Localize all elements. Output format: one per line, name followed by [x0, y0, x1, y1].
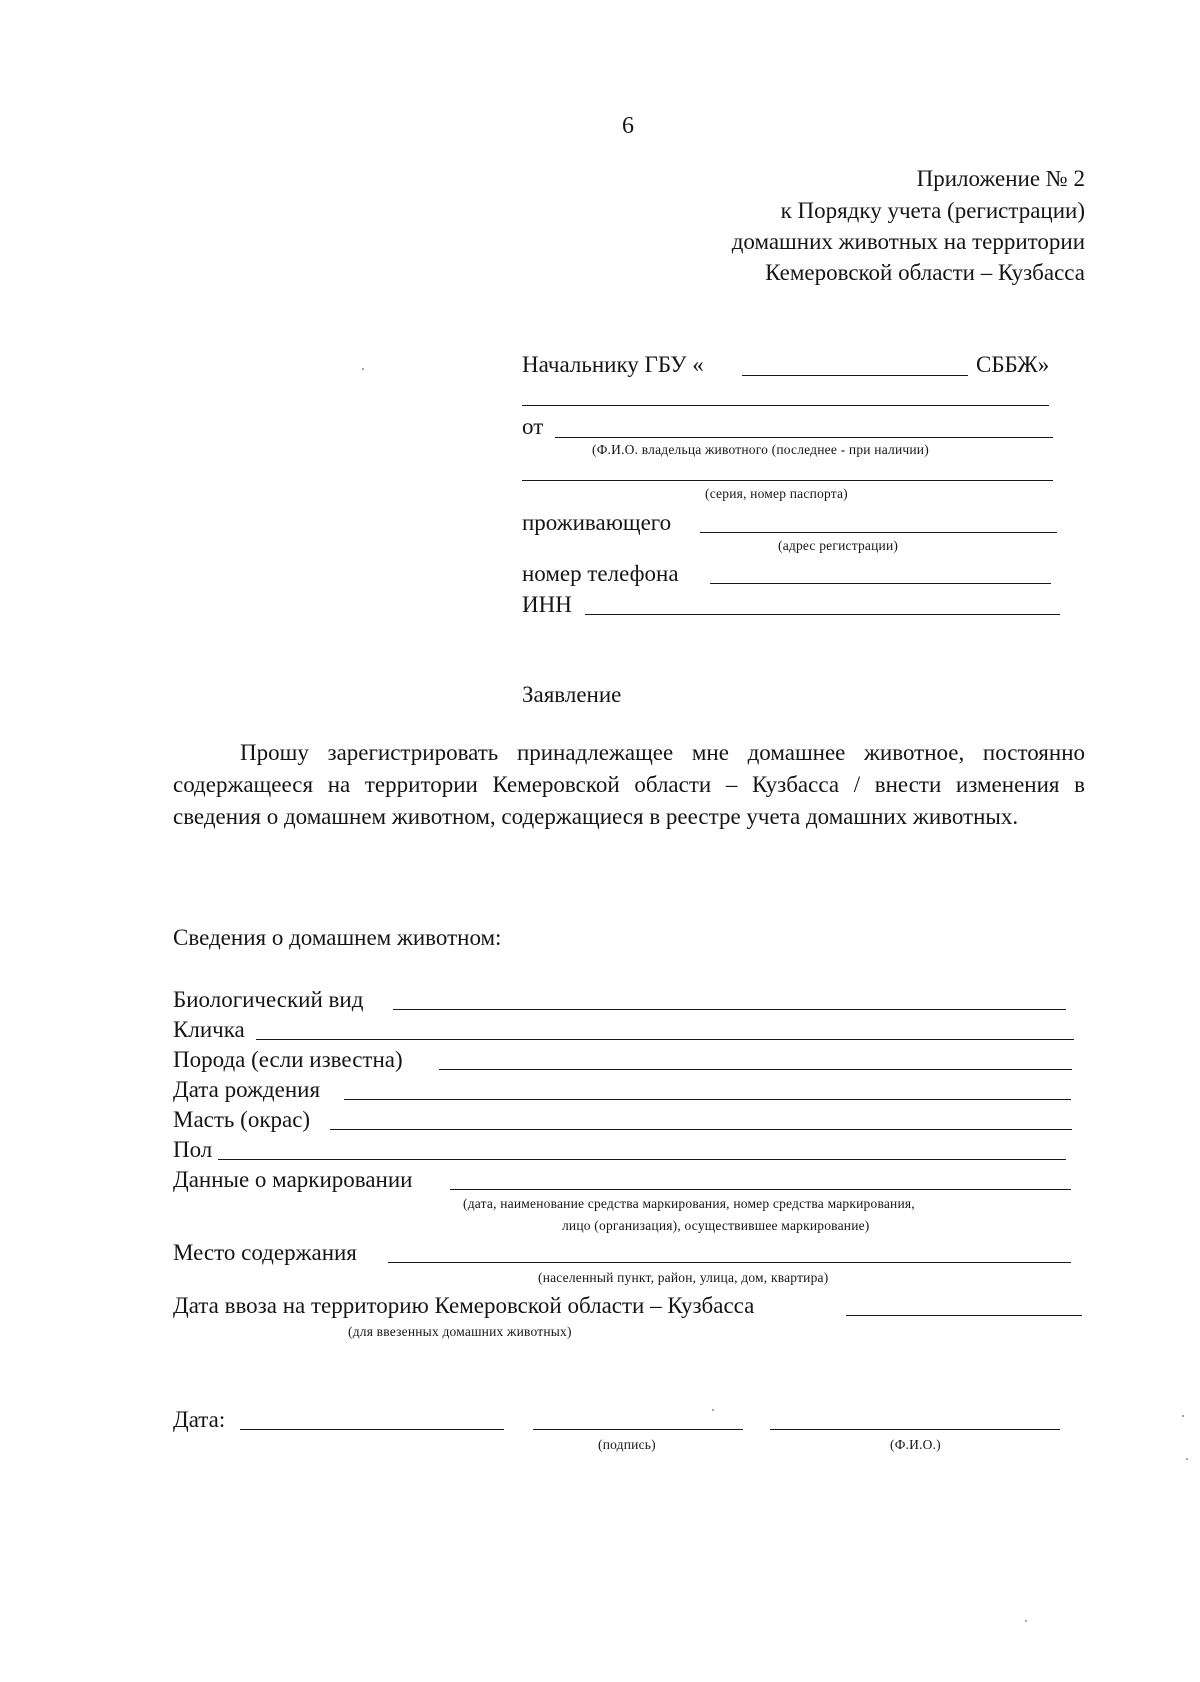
from-label: от: [522, 414, 544, 439]
owner-name-hint: (Ф.И.О. владельца животного (последнее - при наличии): [592, 442, 929, 457]
fio-hint: (Ф.И.О.): [890, 1437, 941, 1452]
marking-field[interactable]: [450, 1189, 1071, 1190]
annex-line-2: к Порядку учета (регистрации): [780, 198, 1085, 223]
statement-title: Заявление: [522, 682, 622, 707]
breed-field[interactable]: [439, 1069, 1072, 1070]
signature-field[interactable]: [533, 1429, 743, 1430]
sex-field[interactable]: [218, 1159, 1066, 1160]
color-label: Масть (окрас): [173, 1107, 311, 1132]
marking-hint-1: (дата, наименование средства маркирования, номер средства маркирования,: [463, 1196, 915, 1211]
owner-name-field[interactable]: [555, 437, 1053, 438]
inn-label: ИНН: [522, 592, 572, 617]
signature-hint: (подпись): [598, 1437, 656, 1452]
annex-line-4: Кемеровской области – Кузбасса: [765, 260, 1085, 285]
addressee-blank-line[interactable]: [522, 405, 1049, 406]
animal-name-label: Кличка: [173, 1017, 245, 1042]
fio-field[interactable]: [770, 1429, 1060, 1430]
scan-speck: [362, 368, 364, 370]
import-date-label: Дата ввоза на территорию Кемеровской области – Кузбасса: [173, 1293, 755, 1318]
color-field[interactable]: [330, 1129, 1072, 1130]
marking-hint-2: лицо (организация), осуществившее маркирование): [562, 1218, 870, 1233]
scan-speck: [1186, 1458, 1188, 1460]
address-field[interactable]: [700, 532, 1057, 533]
location-hint: (населенный пункт, район, улица, дом, квартира): [538, 1270, 829, 1285]
date-field[interactable]: [240, 1429, 504, 1430]
scan-speck: [1182, 1415, 1184, 1417]
address-hint: (адрес регистрации): [778, 538, 899, 553]
import-date-field[interactable]: [846, 1315, 1082, 1316]
scan-speck: [1025, 1620, 1027, 1622]
import-date-hint: (для ввезенных домашних животных): [348, 1324, 572, 1339]
animal-heading: Сведения о домашнем животном:: [173, 925, 502, 950]
inn-field[interactable]: [585, 614, 1060, 615]
addressee-to-label: Начальнику ГБУ «: [522, 352, 704, 377]
residing-label: проживающего: [522, 510, 672, 535]
species-label: Биологический вид: [173, 987, 364, 1012]
annex-line-1: Приложение № 2: [916, 166, 1085, 191]
species-field[interactable]: [393, 1009, 1066, 1010]
birth-date-field[interactable]: [344, 1099, 1071, 1100]
phone-field[interactable]: [710, 583, 1051, 584]
location-field[interactable]: [388, 1262, 1071, 1263]
birth-date-label: Дата рождения: [173, 1077, 321, 1102]
statement-body: Прошу зарегистрировать принадлежащее мне домашнее животное, постоянно содержащееся на территории Кемеровской области – Кузбасса / внести изменения в сведения о домашнем животном, содержащиеся в реестре учета домашних животных.: [173, 740, 1085, 829]
annex-line-3: домашних животных на территории: [731, 229, 1085, 254]
breed-label: Порода (если известна): [173, 1047, 403, 1072]
sex-label: Пол: [173, 1137, 213, 1162]
marking-label: Данные о маркировании: [173, 1167, 413, 1192]
passport-field[interactable]: [522, 480, 1053, 481]
organization-field[interactable]: [742, 375, 968, 376]
page-number: 6: [622, 113, 634, 139]
phone-label: номер телефона: [522, 561, 679, 586]
location-label: Место содержания: [173, 1240, 357, 1265]
animal-name-field[interactable]: [256, 1039, 1074, 1040]
passport-hint: (серия, номер паспорта): [705, 486, 848, 501]
date-label: Дата:: [173, 1407, 226, 1432]
addressee-to-suffix: СББЖ»: [976, 352, 1050, 377]
scan-speck: [712, 1409, 714, 1411]
